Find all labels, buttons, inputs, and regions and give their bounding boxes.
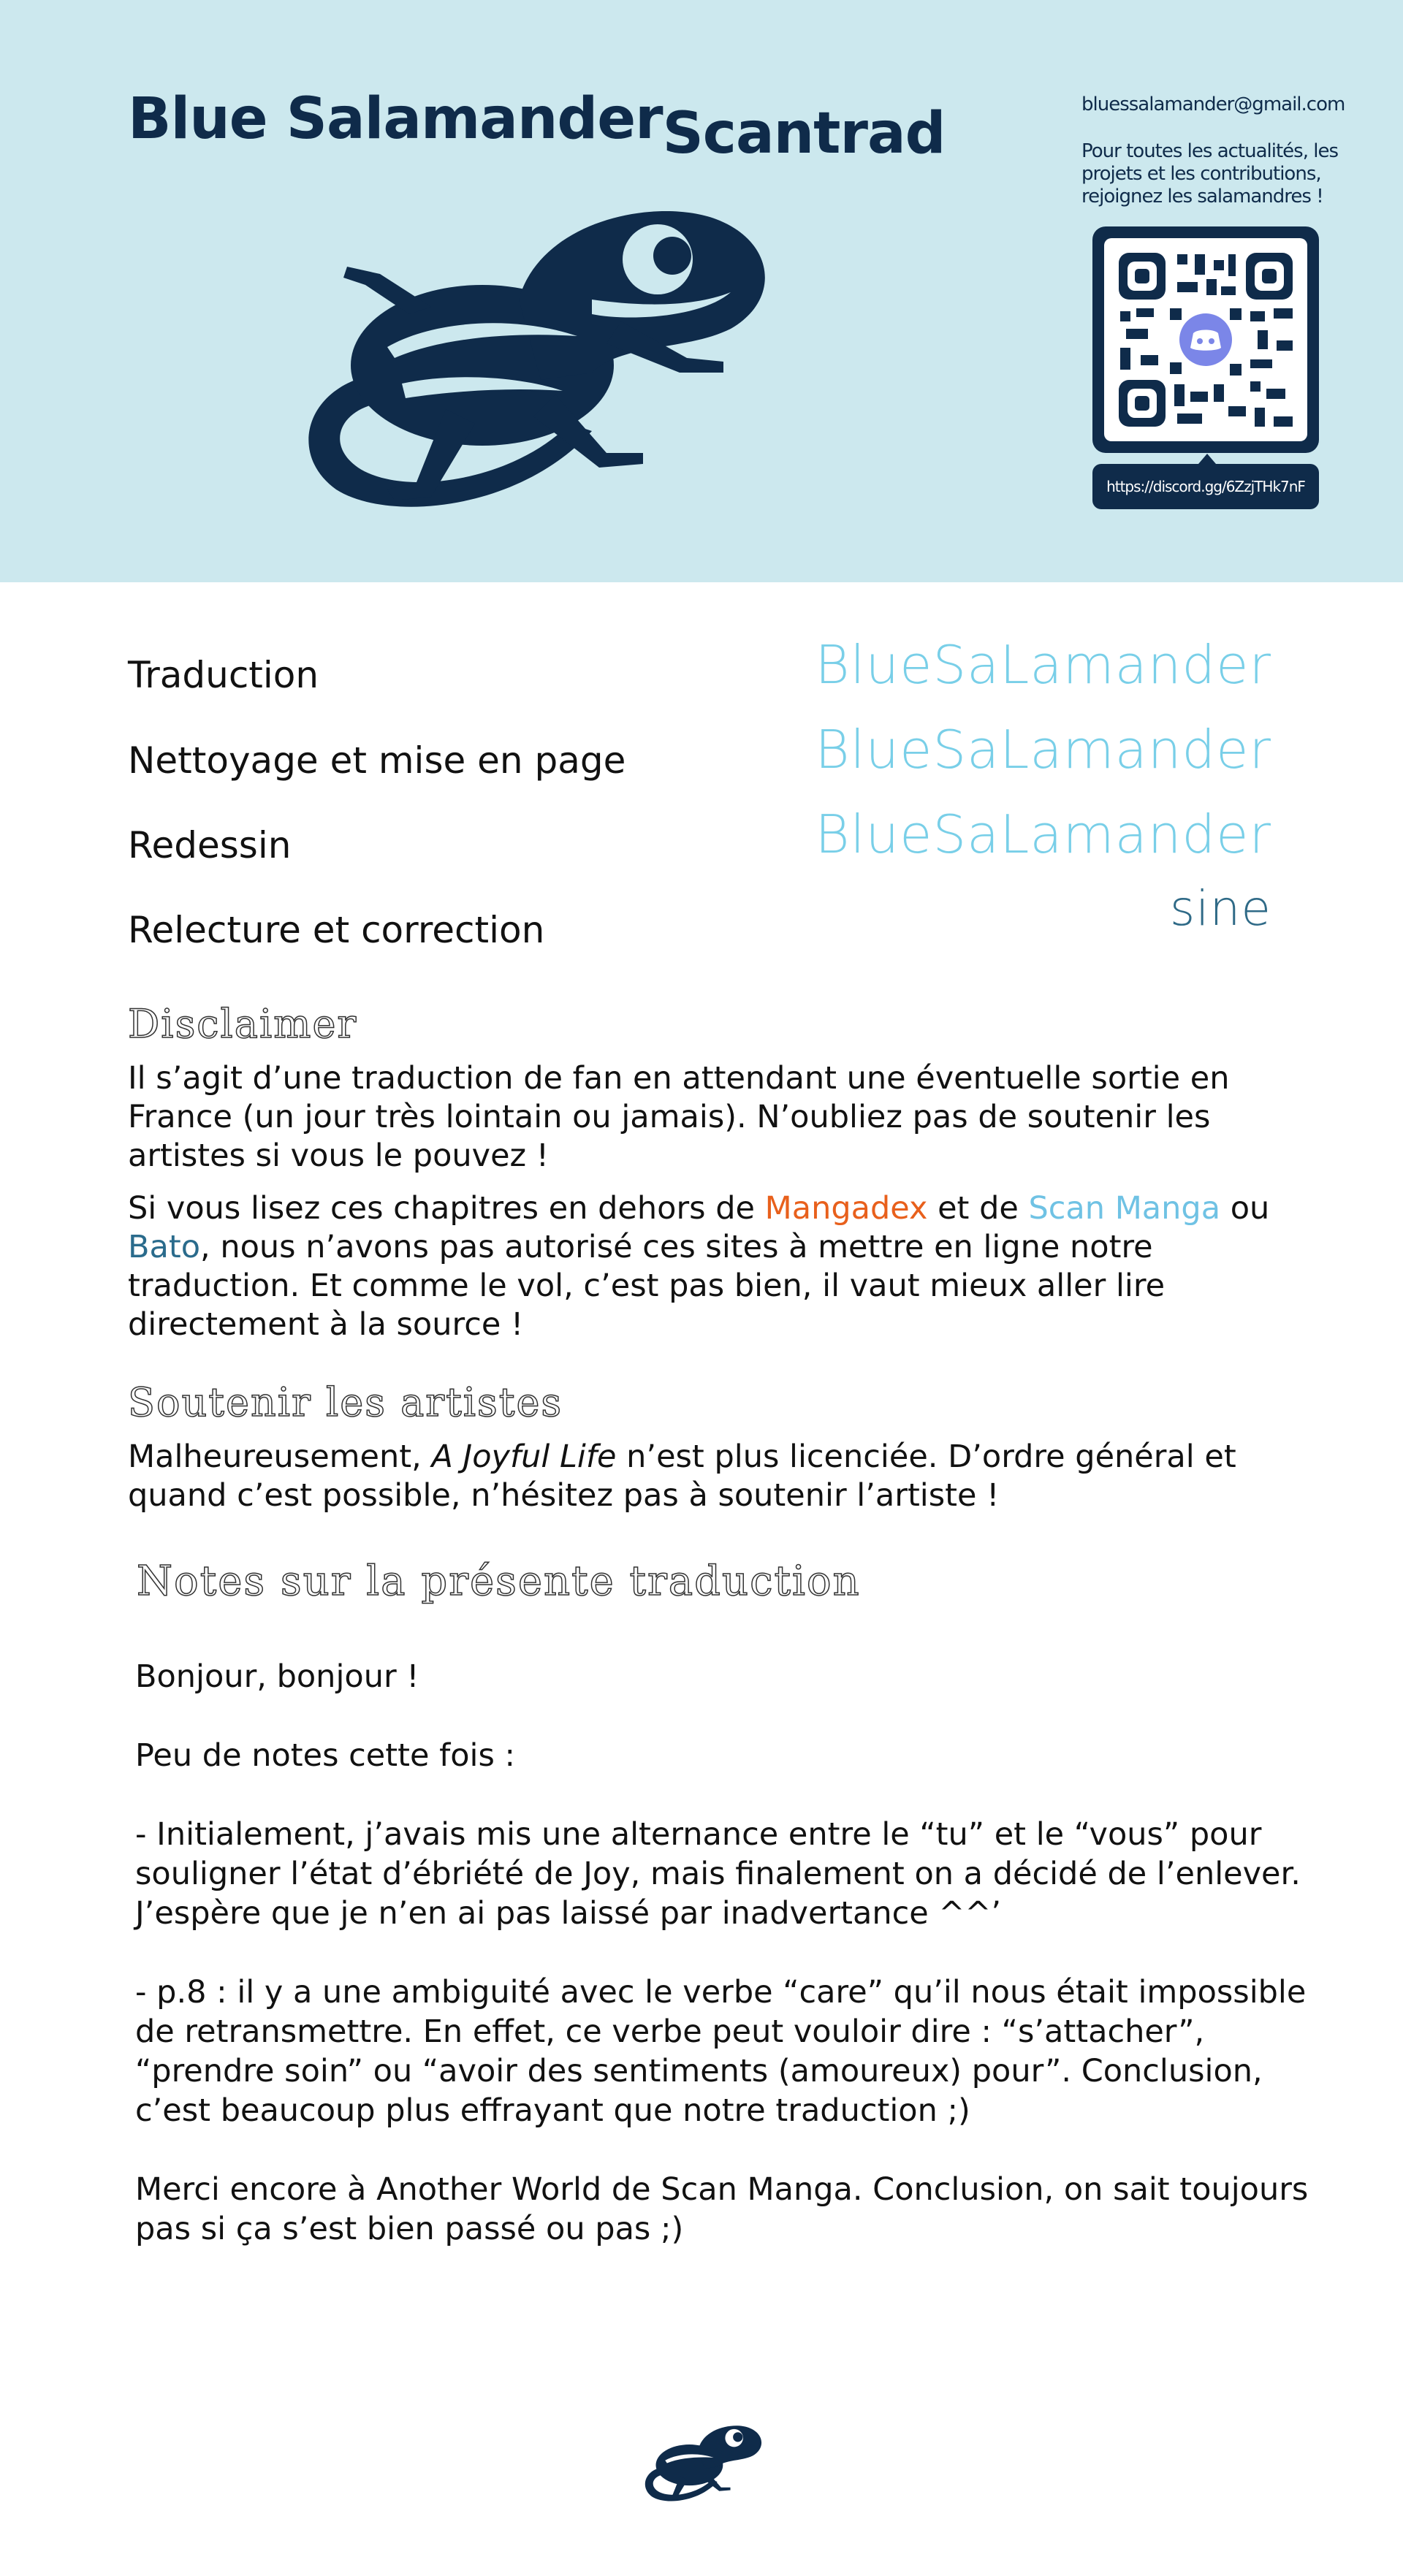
support-text: Malheureusement, bbox=[128, 1438, 432, 1475]
notes-body bbox=[135, 1657, 1319, 2288]
discord-qr-code[interactable] bbox=[1092, 226, 1319, 453]
credit-name-proofreading: sine bbox=[1169, 880, 1271, 937]
support-text: n’est plus licenciée. D’ordre général et quand c’est possible, n’hésitez pas à soutenir l’artiste ! bbox=[128, 1438, 1236, 1514]
title-part-2: Scantrad bbox=[662, 101, 946, 167]
scan-manga-link[interactable]: Scan Manga bbox=[1028, 1190, 1221, 1227]
disclaimer-text: Si vous lisez ces chapitres en dehors de bbox=[128, 1190, 765, 1227]
disclaimer-text: , nous n’avons pas autorisé ces sites à mettre en ligne notre traduction. Et comme le vol, c’est pas bien, il vaut mieux aller lire directement à la source ! bbox=[128, 1229, 1166, 1343]
notes-title: Notes sur la présente traduction bbox=[137, 1558, 861, 1605]
note-paragraph: - p.8 : il y a une ambiguité avec le verbe “care” qu’il nous était impossible de retransmettre. En effet, ce verbe peut vouloir dire : “s’attacher”, “prendre soin” ou “avoir des sentiments (amoureux) pour”. Conclusion, c’est beaucoup plus effrayant que notre traduction ;) bbox=[135, 1974, 1307, 2129]
credit-role-redraw: Redessin bbox=[128, 824, 292, 866]
disclaimer-text: ou bbox=[1220, 1190, 1270, 1227]
note-paragraph: Bonjour, bonjour ! bbox=[135, 1658, 419, 1695]
salamander-icon bbox=[278, 190, 782, 511]
note-paragraph: - Initialement, j’avais mis une alternance entre le “tu” et le “vous” pour souligner l’état d’ébriété de Joy, mais finalement on a décidé de l’enlever. J’espère que je n’en ai pas laissé par inadvertance ^^’ bbox=[135, 1816, 1301, 1932]
note-paragraph: Peu de notes cette fois : bbox=[135, 1737, 516, 1774]
title-part-1: Blue Salamander bbox=[128, 86, 663, 152]
note-paragraph: Merci encore à Another World de Scan Manga. Conclusion, on sait toujours pas si ça s’est bien passé ou pas ;) bbox=[135, 2171, 1309, 2247]
contact-email[interactable]: bluessalamander@gmail.com bbox=[1081, 94, 1345, 115]
credit-role-proofreading: Relecture et correction bbox=[128, 909, 545, 951]
bato-link[interactable]: Bato bbox=[128, 1229, 201, 1265]
mangadex-link[interactable]: Mangadex bbox=[764, 1190, 928, 1227]
credit-role-translation: Traduction bbox=[128, 654, 319, 696]
credit-name-translation: BlueSaLamander bbox=[815, 634, 1271, 696]
contact-text: Pour toutes les actualités, les projets et les contributions, rejoignez les salamandres ! bbox=[1081, 140, 1339, 207]
credit-name-redraw: BlueSaLamander bbox=[815, 804, 1271, 865]
qr-pattern bbox=[1104, 238, 1307, 441]
header-banner bbox=[0, 0, 1403, 582]
support-title: Soutenir les artistes bbox=[128, 1379, 563, 1425]
site-title bbox=[128, 86, 946, 167]
manga-title: A Joyful Life bbox=[431, 1438, 617, 1475]
discord-link[interactable]: https://discord.gg/6ZzjTHk7nF bbox=[1092, 464, 1319, 509]
credit-name-cleaning: BlueSaLamander bbox=[815, 719, 1271, 780]
disclaimer-title: Disclaimer bbox=[128, 1001, 358, 1047]
disclaimer-paragraph-1: Il s’agit d’une traduction de fan en attendant une éventuelle sortie en France (un jour très lointain ou jamais). N’oubliez pas de soutenir les artistes si vous le pouvez ! bbox=[128, 1060, 1230, 1174]
support-paragraph bbox=[128, 1438, 1282, 1515]
disclaimer-paragraph-2 bbox=[128, 1189, 1282, 1344]
credit-role-cleaning: Nettoyage et mise en page bbox=[128, 739, 626, 782]
footer-salamander-icon bbox=[637, 2418, 766, 2504]
disclaimer-text: et de bbox=[927, 1190, 1029, 1227]
